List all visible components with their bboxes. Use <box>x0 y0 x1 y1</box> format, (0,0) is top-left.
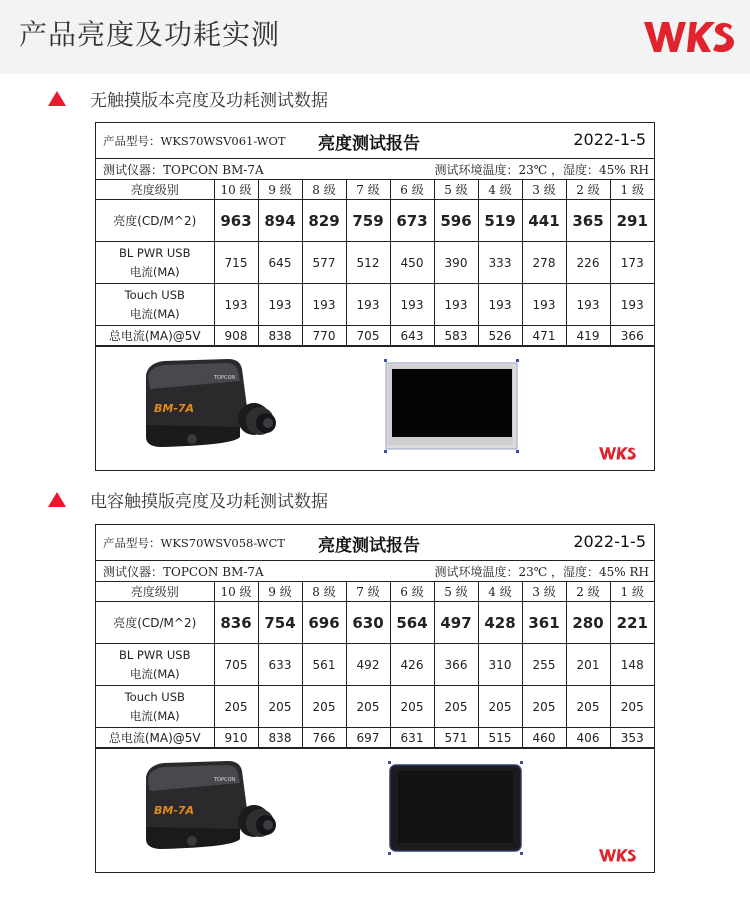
luminance-cell: 564 <box>390 602 434 644</box>
luminance-cell: 754 <box>258 602 302 644</box>
environment-label: 测试环境温度：23℃ ，湿度：45% RH <box>434 163 649 177</box>
total-current-cell: 460 <box>522 728 566 748</box>
bl-current-cell: 715 <box>214 242 258 284</box>
lcd-display-image <box>388 761 523 855</box>
luminance-meter-camera-image <box>136 355 281 455</box>
luminance-meter-camera-image <box>136 757 281 857</box>
table-row-touch-current <box>96 686 654 728</box>
table-row-luminance <box>96 602 654 644</box>
page-title: 产品亮度及功耗实测 <box>19 18 281 51</box>
touch-current-cell: 193 <box>302 284 346 326</box>
luminance-cell: 696 <box>302 602 346 644</box>
table-row-total-current <box>96 326 654 346</box>
total-current-cell: 366 <box>610 326 654 346</box>
total-current-cell: 908 <box>214 326 258 346</box>
level-cell: 7 级 <box>346 180 390 200</box>
touch-current-cell: 205 <box>346 686 390 728</box>
touch-current-cell: 205 <box>258 686 302 728</box>
bl-current-cell: 492 <box>346 644 390 686</box>
total-current-cell: 631 <box>390 728 434 748</box>
bl-current-cell: 577 <box>302 242 346 284</box>
level-cell: 3 级 <box>522 582 566 602</box>
bl-current-cell: 201 <box>566 644 610 686</box>
level-cell: 4 级 <box>478 180 522 200</box>
measurement-table <box>96 582 654 748</box>
bl-current-cell: 561 <box>302 644 346 686</box>
total-current-cell: 406 <box>566 728 610 748</box>
total-current-cell: 910 <box>214 728 258 748</box>
level-cell: 9 级 <box>258 180 302 200</box>
touch-current-cell: 205 <box>302 686 346 728</box>
total-current-cell: 697 <box>346 728 390 748</box>
luminance-cell: 630 <box>346 602 390 644</box>
luminance-cell: 428 <box>478 602 522 644</box>
bl-current-cell: 645 <box>258 242 302 284</box>
table-row-total-current <box>96 728 654 748</box>
luminance-cell: 596 <box>434 200 478 242</box>
row-label-line: Touch USB <box>124 287 185 302</box>
section-label: 电容触摸版亮度及功耗测试数据 <box>90 491 328 512</box>
row-label: 亮度(CD/M^2) <box>96 200 214 242</box>
row-label: 亮度级别 <box>96 180 214 200</box>
brand-logo <box>640 14 736 58</box>
level-cell: 5 级 <box>434 180 478 200</box>
report-card-capacitive-touch <box>95 524 655 873</box>
bl-current-cell: 333 <box>478 242 522 284</box>
environment-label: 测试环境温度：23℃ ，湿度：45% RH <box>434 565 649 579</box>
touch-current-cell: 193 <box>214 284 258 326</box>
camera-model-text: BM-7A <box>154 402 195 415</box>
level-cell: 10 级 <box>214 582 258 602</box>
bl-current-cell: 426 <box>390 644 434 686</box>
row-label-line: Touch USB <box>124 689 185 704</box>
touch-current-cell: 193 <box>434 284 478 326</box>
total-current-cell: 838 <box>258 326 302 346</box>
table-row-luminance <box>96 200 654 242</box>
luminance-cell: 963 <box>214 200 258 242</box>
instrument-label: 测试仪器：TOPCON BM-7A <box>103 163 264 177</box>
level-cell: 2 级 <box>566 582 610 602</box>
camera-brand-text: TOPCON <box>214 777 236 783</box>
luminance-cell: 497 <box>434 602 478 644</box>
level-cell: 4 级 <box>478 582 522 602</box>
report-date: 2022-1-5 <box>573 130 646 149</box>
row-label-line: 电流(MA) <box>129 306 180 321</box>
instrument-row <box>96 159 654 180</box>
report-date: 2022-1-5 <box>573 532 646 551</box>
total-current-cell: 419 <box>566 326 610 346</box>
table-row-levels <box>96 180 654 200</box>
total-current-cell: 643 <box>390 326 434 346</box>
level-cell: 6 级 <box>390 582 434 602</box>
total-current-cell: 526 <box>478 326 522 346</box>
lcd-display-image <box>384 359 519 453</box>
touch-current-cell: 193 <box>390 284 434 326</box>
section-label: 无触摸版本亮度及功耗测试数据 <box>90 90 328 111</box>
luminance-cell: 829 <box>302 200 346 242</box>
luminance-cell: 441 <box>522 200 566 242</box>
row-label <box>96 686 214 728</box>
luminance-cell: 291 <box>610 200 654 242</box>
luminance-cell: 361 <box>522 602 566 644</box>
level-cell: 1 级 <box>610 180 654 200</box>
section-heading-capacitive-touch <box>48 488 328 510</box>
table-row-bl-current <box>96 242 654 284</box>
total-current-cell: 571 <box>434 728 478 748</box>
total-current-cell: 353 <box>610 728 654 748</box>
row-label-line: BL PWR USB <box>118 245 191 260</box>
total-current-cell: 766 <box>302 728 346 748</box>
row-label: 亮度(CD/M^2) <box>96 602 214 644</box>
level-cell: 9 级 <box>258 582 302 602</box>
touch-current-cell: 193 <box>610 284 654 326</box>
level-cell: 2 级 <box>566 180 610 200</box>
row-label-line: BL PWR USB <box>118 647 191 662</box>
bl-current-cell: 173 <box>610 242 654 284</box>
report-header <box>96 123 654 159</box>
touch-current-cell: 193 <box>566 284 610 326</box>
row-label: 总电流(MA)@5V <box>96 326 214 346</box>
measurement-table <box>96 180 654 346</box>
row-label <box>96 644 214 686</box>
luminance-cell: 759 <box>346 200 390 242</box>
report-title: 亮度测试报告 <box>318 536 420 556</box>
touch-current-cell: 193 <box>522 284 566 326</box>
instrument-row <box>96 561 654 582</box>
touch-current-cell: 205 <box>478 686 522 728</box>
level-cell: 8 级 <box>302 180 346 200</box>
level-cell: 3 级 <box>522 180 566 200</box>
touch-current-cell: 205 <box>434 686 478 728</box>
total-current-cell: 838 <box>258 728 302 748</box>
report-title: 亮度测试报告 <box>318 134 420 154</box>
touch-current-cell: 205 <box>566 686 610 728</box>
camera-model-text: BM-7A <box>154 804 195 817</box>
row-label-line: 电流(MA) <box>129 666 180 681</box>
instrument-label: 测试仪器：TOPCON BM-7A <box>103 565 264 579</box>
level-cell: 1 级 <box>610 582 654 602</box>
table-row-levels <box>96 582 654 602</box>
luminance-cell: 221 <box>610 602 654 644</box>
brand-logo-small <box>596 444 638 462</box>
touch-current-cell: 205 <box>214 686 258 728</box>
bl-current-cell: 512 <box>346 242 390 284</box>
report-card-no-touch <box>95 122 655 471</box>
bl-current-cell: 705 <box>214 644 258 686</box>
section-heading-no-touch <box>48 87 328 109</box>
bl-current-cell: 310 <box>478 644 522 686</box>
level-cell: 6 级 <box>390 180 434 200</box>
bl-current-cell: 278 <box>522 242 566 284</box>
luminance-cell: 836 <box>214 602 258 644</box>
bl-current-cell: 226 <box>566 242 610 284</box>
bl-current-cell: 450 <box>390 242 434 284</box>
luminance-cell: 894 <box>258 200 302 242</box>
row-label: 亮度级别 <box>96 582 214 602</box>
camera-brand-text: TOPCON <box>214 375 236 381</box>
total-current-cell: 515 <box>478 728 522 748</box>
level-cell: 7 级 <box>346 582 390 602</box>
touch-current-cell: 193 <box>478 284 522 326</box>
level-cell: 8 级 <box>302 582 346 602</box>
row-label <box>96 284 214 326</box>
row-label: 总电流(MA)@5V <box>96 728 214 748</box>
product-image-area <box>96 346 654 470</box>
total-current-cell: 705 <box>346 326 390 346</box>
triangle-bullet-icon <box>48 91 66 106</box>
touch-current-cell: 205 <box>610 686 654 728</box>
row-label-line: 电流(MA) <box>129 264 180 279</box>
touch-current-cell: 193 <box>346 284 390 326</box>
triangle-bullet-icon <box>48 492 66 507</box>
brand-logo-small <box>596 846 638 864</box>
model-label: 产品型号：WKS70WSV058-WCT <box>103 536 285 550</box>
row-label-line: 电流(MA) <box>129 708 180 723</box>
report-header <box>96 525 654 561</box>
page-header <box>0 0 750 74</box>
luminance-cell: 280 <box>566 602 610 644</box>
table-row-touch-current <box>96 284 654 326</box>
total-current-cell: 471 <box>522 326 566 346</box>
level-cell: 5 级 <box>434 582 478 602</box>
bl-current-cell: 633 <box>258 644 302 686</box>
row-label <box>96 242 214 284</box>
touch-current-cell: 193 <box>258 284 302 326</box>
model-label: 产品型号：WKS70WSV061-WOT <box>103 134 286 148</box>
bl-current-cell: 390 <box>434 242 478 284</box>
touch-current-cell: 205 <box>390 686 434 728</box>
luminance-cell: 365 <box>566 200 610 242</box>
bl-current-cell: 255 <box>522 644 566 686</box>
table-row-bl-current <box>96 644 654 686</box>
touch-current-cell: 205 <box>522 686 566 728</box>
bl-current-cell: 366 <box>434 644 478 686</box>
bl-current-cell: 148 <box>610 644 654 686</box>
product-image-area <box>96 748 654 872</box>
level-cell: 10 级 <box>214 180 258 200</box>
total-current-cell: 583 <box>434 326 478 346</box>
luminance-cell: 673 <box>390 200 434 242</box>
luminance-cell: 519 <box>478 200 522 242</box>
total-current-cell: 770 <box>302 326 346 346</box>
